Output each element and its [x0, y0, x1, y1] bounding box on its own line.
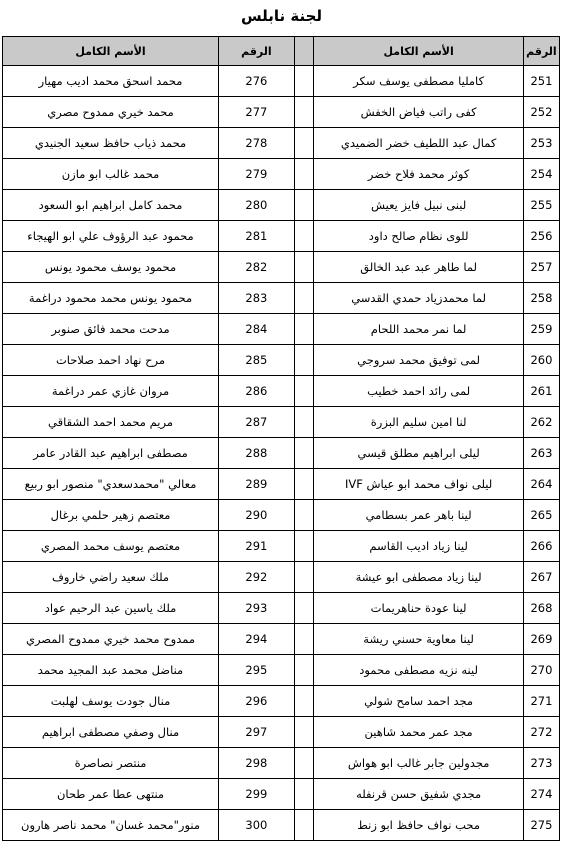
- column-gap: [294, 562, 314, 593]
- right-name-cell: لينا معاوية حسني ريشة: [314, 624, 523, 655]
- table-row: [3, 624, 560, 655]
- right-number-cell: 273: [523, 748, 559, 779]
- column-gap: [294, 190, 314, 221]
- table-row: [3, 221, 560, 252]
- right-number-cell: 264: [523, 469, 559, 500]
- left-name-cell: مناضل محمد عبد المجيد محمد: [3, 655, 219, 686]
- table-row: [3, 717, 560, 748]
- left-name-cell: ملك ياسين عبد الرحيم عواد: [3, 593, 219, 624]
- right-name-cell: لنا امين سليم البزرة: [314, 407, 523, 438]
- left-number-cell: 294: [219, 624, 295, 655]
- table-row: [3, 469, 560, 500]
- column-gap: [294, 531, 314, 562]
- left-number-cell: 298: [219, 748, 295, 779]
- right-name-cell: لما نمر محمد اللحام: [314, 314, 523, 345]
- right-name-cell: للوى نظام صالح داود: [314, 221, 523, 252]
- right-name-cell: لينه نزيه مصطفى محمود: [314, 655, 523, 686]
- table-row: [3, 438, 560, 469]
- right-name-cell: لمى رائد احمد خطيب: [314, 376, 523, 407]
- left-number-cell: 282: [219, 252, 295, 283]
- column-gap: [294, 97, 314, 128]
- left-name-cell: معتصم يوسف محمد المصري: [3, 531, 219, 562]
- left-number-cell: 285: [219, 345, 295, 376]
- right-number-cell: 253: [523, 128, 559, 159]
- table-row: [3, 593, 560, 624]
- right-number-cell: 259: [523, 314, 559, 345]
- right-number-cell: 274: [523, 779, 559, 810]
- column-gap: [294, 779, 314, 810]
- column-gap: [294, 283, 314, 314]
- right-name-cell: كفى راتب فياض الخفش: [314, 97, 523, 128]
- right-name-cell: مجد عمر محمد شاهين: [314, 717, 523, 748]
- column-gap: [294, 438, 314, 469]
- left-number-cell: 277: [219, 97, 295, 128]
- table-row: [3, 97, 560, 128]
- left-number-cell: 284: [219, 314, 295, 345]
- header-name-left: الأسم الكامل: [3, 37, 219, 66]
- left-number-cell: 290: [219, 500, 295, 531]
- left-name-cell: ممدوح محمد خيري ممدوح المصري: [3, 624, 219, 655]
- left-name-cell: منور"محمد غسان" محمد ناصر هارون: [3, 810, 219, 841]
- right-name-cell: لما محمدزياد حمدي القدسي: [314, 283, 523, 314]
- column-gap: [294, 686, 314, 717]
- right-name-cell: لما طاهر عبد عبد الخالق: [314, 252, 523, 283]
- header-num-left: الرقم: [219, 37, 295, 66]
- left-number-cell: 288: [219, 438, 295, 469]
- right-name-cell: كامليا مصطفى يوسف سكر: [314, 66, 523, 97]
- column-gap: [294, 66, 314, 97]
- right-name-cell: لينا زياد اديب القاسم: [314, 531, 523, 562]
- right-name-cell: ليلى ابراهيم مطلق قيسي: [314, 438, 523, 469]
- left-name-cell: محمد خيري ممدوح مصري: [3, 97, 219, 128]
- left-number-cell: 295: [219, 655, 295, 686]
- right-name-cell: كوثر محمد فلاح خضر: [314, 159, 523, 190]
- left-name-cell: مرح نهاد احمد صلاحات: [3, 345, 219, 376]
- column-gap: [294, 128, 314, 159]
- right-number-cell: 257: [523, 252, 559, 283]
- table-row: [3, 66, 560, 97]
- column-gap: [294, 252, 314, 283]
- table-row: [3, 810, 560, 841]
- column-gap: [294, 624, 314, 655]
- right-name-cell: مجدولين جابر غالب ابو هواش: [314, 748, 523, 779]
- left-name-cell: مريم محمد احمد الشقاقي: [3, 407, 219, 438]
- right-number-cell: 268: [523, 593, 559, 624]
- table-row: [3, 531, 560, 562]
- right-name-cell: مجدي شفيق حسن قرنفله: [314, 779, 523, 810]
- left-name-cell: محمد اسحق محمد اديب مهيار: [3, 66, 219, 97]
- right-name-cell: ليلى نواف محمد ابو عياش IVF: [314, 469, 523, 500]
- right-number-cell: 256: [523, 221, 559, 252]
- left-number-cell: 278: [219, 128, 295, 159]
- names-table: [2, 36, 560, 841]
- left-number-cell: 292: [219, 562, 295, 593]
- right-number-cell: 269: [523, 624, 559, 655]
- left-number-cell: 279: [219, 159, 295, 190]
- left-name-cell: منتصر نصاصرة: [3, 748, 219, 779]
- left-number-cell: 283: [219, 283, 295, 314]
- right-number-cell: 255: [523, 190, 559, 221]
- page-title: لجنة نابلس: [240, 7, 323, 25]
- right-name-cell: لمى توفيق محمد سروجي: [314, 345, 523, 376]
- right-name-cell: لينا عودة حناهريمات: [314, 593, 523, 624]
- left-name-cell: محمود يونس محمد محمود دراغمة: [3, 283, 219, 314]
- table-row: [3, 345, 560, 376]
- right-name-cell: لينا باهر عمر بسطامي: [314, 500, 523, 531]
- table-row: [3, 655, 560, 686]
- left-name-cell: مروان غازي عمر دراغمة: [3, 376, 219, 407]
- right-name-cell: لينا زياد مصطفى ابو عيشة: [314, 562, 523, 593]
- left-name-cell: محمود عبد الرؤوف علي ابو الهيجاء: [3, 221, 219, 252]
- table-row: [3, 128, 560, 159]
- right-number-cell: 258: [523, 283, 559, 314]
- left-name-cell: محمد كامل ابراهيم ابو السعود: [3, 190, 219, 221]
- right-name-cell: محب نواف حافظ ابو زنط: [314, 810, 523, 841]
- column-gap: [294, 717, 314, 748]
- right-number-cell: 263: [523, 438, 559, 469]
- left-name-cell: محمود يوسف محمود يونس: [3, 252, 219, 283]
- right-name-cell: مجد احمد سامح شولي: [314, 686, 523, 717]
- right-number-cell: 266: [523, 531, 559, 562]
- column-gap: [294, 469, 314, 500]
- left-number-cell: 300: [219, 810, 295, 841]
- table-row: [3, 562, 560, 593]
- right-number-cell: 275: [523, 810, 559, 841]
- left-number-cell: 291: [219, 531, 295, 562]
- table-row: [3, 500, 560, 531]
- right-number-cell: 251: [523, 66, 559, 97]
- left-number-cell: 281: [219, 221, 295, 252]
- table-row: [3, 407, 560, 438]
- right-name-cell: لبنى نبيل فايز يعيش: [314, 190, 523, 221]
- left-number-cell: 280: [219, 190, 295, 221]
- table-row: [3, 376, 560, 407]
- column-gap: [294, 376, 314, 407]
- left-number-cell: 289: [219, 469, 295, 500]
- column-gap: [294, 593, 314, 624]
- table-body: [3, 66, 560, 841]
- table-row: [3, 252, 560, 283]
- left-number-cell: 299: [219, 779, 295, 810]
- column-gap: [294, 159, 314, 190]
- right-number-cell: 271: [523, 686, 559, 717]
- table-row: [3, 779, 560, 810]
- left-name-cell: محمد غالب ابو مازن: [3, 159, 219, 190]
- column-gap: [294, 221, 314, 252]
- left-number-cell: 296: [219, 686, 295, 717]
- column-gap: [294, 345, 314, 376]
- header-row: [3, 37, 560, 66]
- right-number-cell: 267: [523, 562, 559, 593]
- left-name-cell: محمد ذياب حافظ سعيد الجنيدي: [3, 128, 219, 159]
- right-number-cell: 254: [523, 159, 559, 190]
- left-name-cell: منتهى عطا عمر طحان: [3, 779, 219, 810]
- right-number-cell: 265: [523, 500, 559, 531]
- table-row: [3, 283, 560, 314]
- right-number-cell: 272: [523, 717, 559, 748]
- left-number-cell: 276: [219, 66, 295, 97]
- table-row: [3, 748, 560, 779]
- column-gap: [294, 810, 314, 841]
- header-num-right: الرقم: [523, 37, 559, 66]
- header-name-right: الأسم الكامل: [314, 37, 523, 66]
- left-number-cell: 293: [219, 593, 295, 624]
- left-name-cell: معالي "محمدسعدي" منصور ابو ربيع: [3, 469, 219, 500]
- table-row: [3, 159, 560, 190]
- column-gap: [294, 407, 314, 438]
- table-row: [3, 190, 560, 221]
- left-name-cell: منال وصفي مصطفى ابراهيم: [3, 717, 219, 748]
- left-name-cell: مدحت محمد فائق صنوبر: [3, 314, 219, 345]
- table-row: [3, 314, 560, 345]
- right-name-cell: كمال عبد اللطيف خضر الضميدي: [314, 128, 523, 159]
- left-name-cell: مصطفى ابراهيم عبد القادر عامر: [3, 438, 219, 469]
- left-name-cell: معتصم زهير حلمي برغال: [3, 500, 219, 531]
- left-name-cell: ملك سعيد راضي خاروف: [3, 562, 219, 593]
- right-number-cell: 270: [523, 655, 559, 686]
- column-gap: [294, 37, 314, 66]
- column-gap: [294, 500, 314, 531]
- left-number-cell: 297: [219, 717, 295, 748]
- left-number-cell: 287: [219, 407, 295, 438]
- left-number-cell: 286: [219, 376, 295, 407]
- left-name-cell: منال جودت يوسف لهلبت: [3, 686, 219, 717]
- column-gap: [294, 655, 314, 686]
- right-number-cell: 261: [523, 376, 559, 407]
- column-gap: [294, 748, 314, 779]
- right-number-cell: 252: [523, 97, 559, 128]
- column-gap: [294, 314, 314, 345]
- right-number-cell: 262: [523, 407, 559, 438]
- table-row: [3, 686, 560, 717]
- right-number-cell: 260: [523, 345, 559, 376]
